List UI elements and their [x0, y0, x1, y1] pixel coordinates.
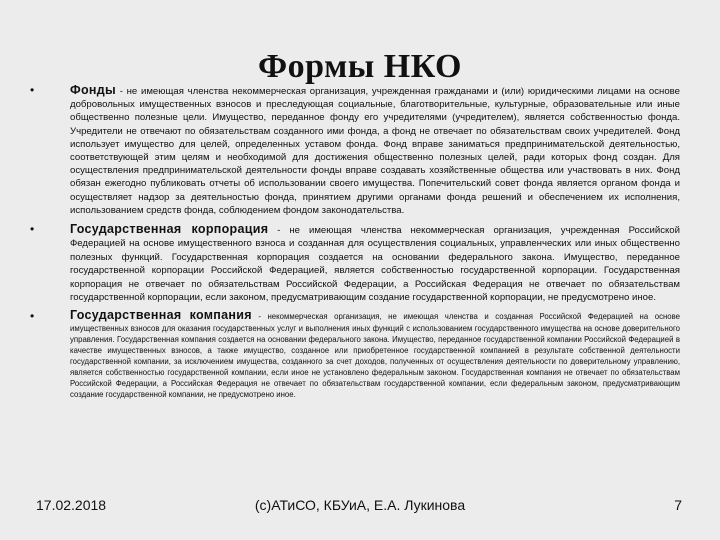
bullet-icon: •	[30, 83, 35, 97]
footer-author: (с)АТиСО, КБУиА, Е.А. Лукинова	[254, 497, 466, 513]
slide-title: Формы НКО	[257, 48, 462, 85]
bullet-icon: •	[30, 309, 35, 324]
definition-funds: - не имеющая членства некоммерческая организация, учрежденная гражданами и (или) юридическими лицами на основе добровольных имущественных взносов и преследующая социальные, благотворительные, культурные, образовательные или иные общественно полезные цели. Имущество, переданное фонду его учредителями (учредителем), является собственностью фонда. Учредители не отвечают по обязательствам созданного ими фонда, а фонд не отвечает по обязательствам своих учредителей. Фонд использует имущество для целей, определенных уставом фонда. Фонд вправе заниматься предпринимательской деятельностью, соответствующей этим целям и необходимой для достижения общественно полезных целей, ради которых фонд создан. Для осуществления предпринимательской деятельности фонды вправе создавать хозяйственные общества или участвовать в них. Фонд обязан ежегодно публиковать отчеты об использовании своего имущества. Попечительский совет фонда является органом фонда и осуществляет надзор за деятельностью фонда, принятием другими органами фонда решений и обеспечением их исполнения, использованием средств фонда, соблюдением фондом законодательства.	[70, 86, 680, 216]
term-funds: Фонды	[70, 83, 116, 97]
footer-date: 17.02.2018	[36, 497, 107, 513]
list-item-funds	[28, 84, 680, 217]
bullet-icon: •	[30, 222, 35, 237]
footer-page-number: 7	[674, 497, 682, 513]
list-item-state-corporation	[28, 223, 680, 304]
list-item-state-company	[28, 310, 680, 400]
term-state-company: Государственная компания	[70, 308, 252, 323]
term-state-corporation: Государственная корпорация	[70, 222, 269, 237]
definition-state-corporation: - не имеющая членства некоммерческая организация, учрежденная Российской Федерацией на основе имущественного взноса и созданная для осуществления социальных, управленческих или иных общественно полезных функций. Государственная корпорация создается на основании федерального закона. Имущество, переданное государственной корпорации Российской Федерацией, является собственностью государственной корпорации. Государственная корпорация не отвечает по обязательствам Российской Федерации, а Российская Федерация не отвечает по обязательствам государственной корпорации, если законом, предусматривающим создание государственной корпорации, не предусмотрено иное.	[70, 225, 680, 304]
definition-state-company: - некоммерческая организация, не имеющая членства и созданная Российской Федерацией на основе имущественных взносов для оказания государственных услуг и выполнения иных функций с использованием государственного имущества на основе доверительного управления. Государственная компания создается на основании федерального закона. Имущество, переданное государственной компании Российской Федерацией в качестве имущественных взносов, а также имущество, созданное или приобретенное государственной компанией в результате собственной деятельности государственной компании, за исключением имущества, созданного за счет доходов, полученных от осуществления деятельности по доверительному управлению, является собственностью государственной компании, если иное не установлено федеральным законом. Государственная компания не отвечает по обязательствам Российской Федерации, а Российская Федерация не отвечает по обязательствам государственной компании, если федеральным законом, предусматривающим создание государственной компании, не предусмотрено иное.	[70, 312, 681, 400]
bullet-list	[28, 84, 680, 400]
